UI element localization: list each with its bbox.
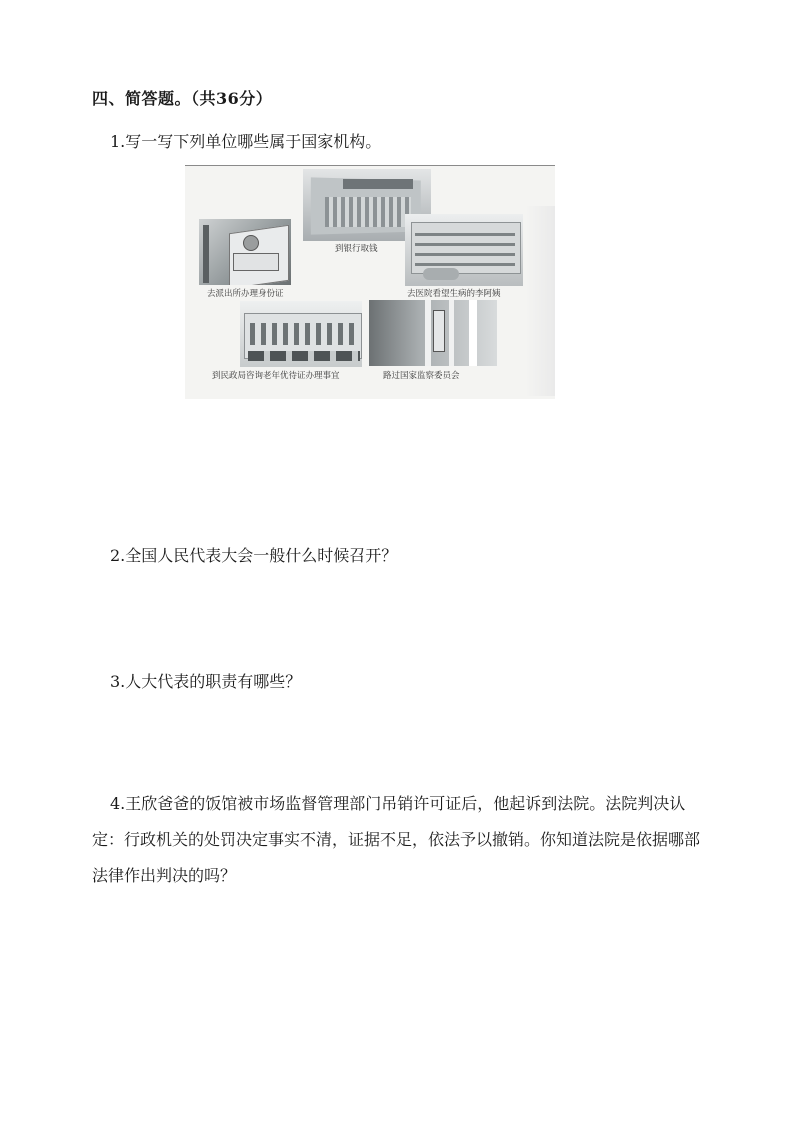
hospital-photo (405, 214, 523, 286)
civil-affairs-photo (240, 301, 362, 367)
hospital-caption: 去医院看望生病的李阿姨 (407, 289, 501, 299)
section-title: 四、简答题。（共36分） (92, 89, 273, 108)
police-caption: 去派出所办理身份证 (207, 289, 284, 299)
institutions-photo-collage (185, 165, 555, 399)
question-3: 3.人大代表的职责有哪些？ (110, 672, 302, 691)
collage-edge (525, 206, 555, 396)
supervision-commission-photo (369, 300, 497, 366)
question-1: 1.写一写下列单位哪些属于国家机构。 (110, 132, 382, 151)
question-4: 4.王欣爸爸的饭馆被市场监督管理部门吊销许可证后，他起诉到法院。法院判决认定：行政机关的处罚决定事实不清，证据不足，依法予以撤销。你知道法院是依据哪部法律作出判决的吗？ (92, 794, 701, 885)
civil-caption: 到民政局咨询老年优待证办理事宜 (212, 371, 340, 381)
police-station-photo (199, 219, 291, 285)
supervision-caption: 路过国家监察委员会 (383, 371, 460, 381)
question-2: 2.全国人民代表大会一般什么时候召开？ (110, 546, 398, 565)
bank-caption: 到银行取钱 (335, 244, 378, 254)
